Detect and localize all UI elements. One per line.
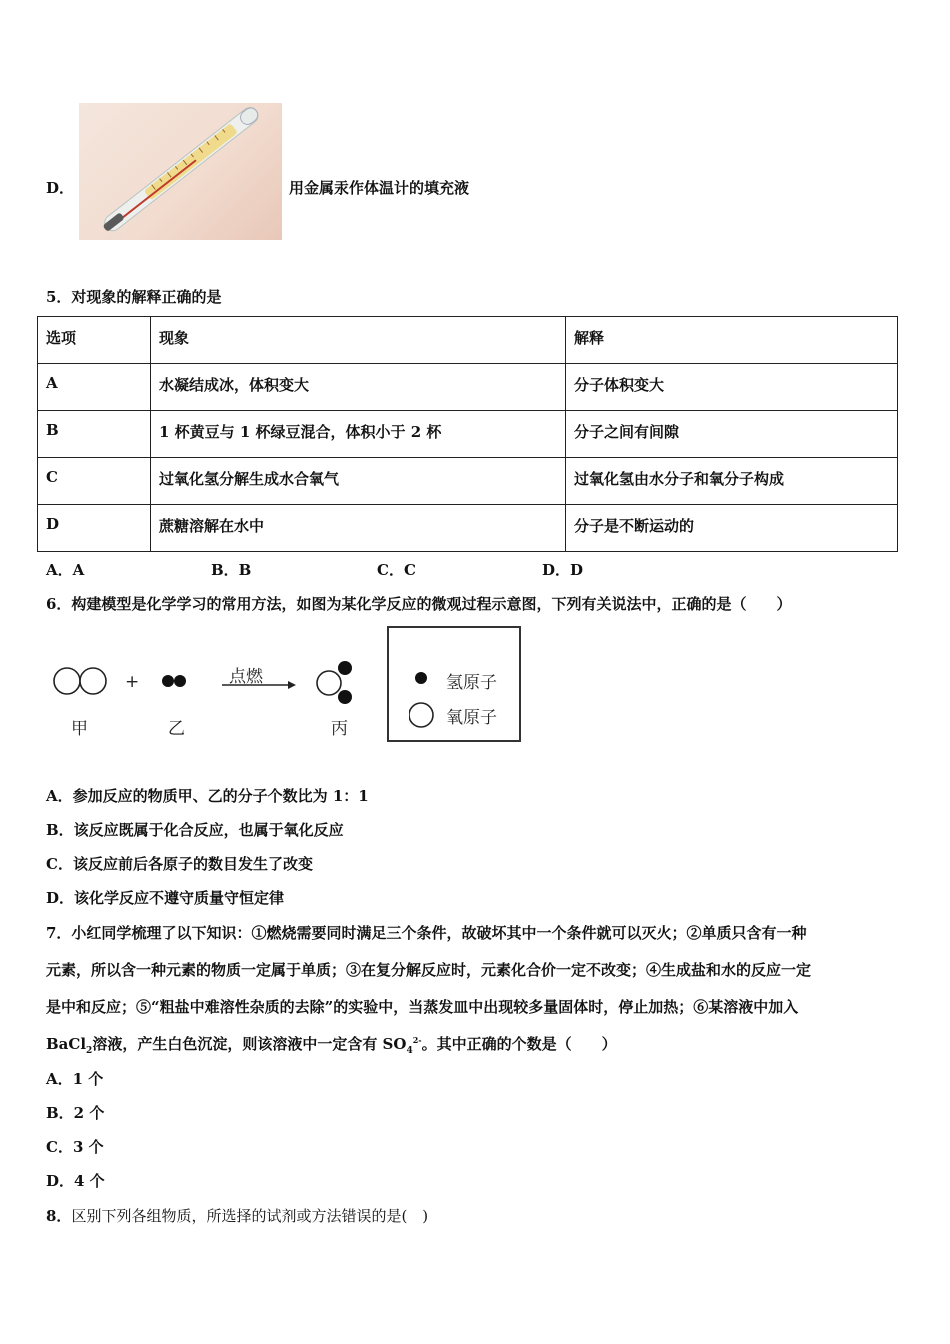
arrow-head-icon	[288, 681, 296, 689]
table-header-row	[38, 317, 898, 364]
q7-option-c[interactable]: C．3 个	[46, 1138, 104, 1156]
table-cell: 1 杯黄豆与 1 杯绿豆混合，体积小于 2 杯	[151, 411, 566, 458]
q6-option-a[interactable]: A．参加反应的物质甲、乙的分子个数比为 1：1	[46, 787, 369, 805]
q7-subscript: 2	[86, 1046, 93, 1056]
label-yi: 乙	[168, 719, 185, 739]
table-row	[38, 458, 898, 505]
q7-option-b[interactable]: B．2 个	[46, 1104, 105, 1122]
q5-option-b[interactable]: B．B	[211, 561, 252, 579]
q8-text: 区别下列各组物质，所选择的试剂或方法错误的是( )	[71, 1207, 429, 1225]
oxygen-atom-icon	[80, 668, 106, 694]
table-cell: A	[38, 364, 151, 411]
hydrogen-atom-icon	[415, 672, 427, 684]
q5-table	[37, 316, 898, 552]
q7-subscript-4: 4	[406, 1046, 413, 1056]
q6-option-b[interactable]: B．该反应既属于化合反应，也属于氧化反应	[46, 821, 344, 839]
reaction-diagram	[46, 650, 366, 745]
oxygen-atom-icon	[317, 671, 341, 695]
q7-option-d[interactable]: D．4 个	[46, 1172, 105, 1190]
thermometer-image	[79, 103, 282, 240]
q6-option-c[interactable]: C．该反应前后各原子的数目发生了改变	[46, 855, 313, 873]
q7-line-4	[46, 1033, 617, 1056]
label-jia: 甲	[71, 719, 88, 739]
q7-line-3: 是中和反应；⑤“粗盐中难溶性杂质的去除”的实验中，当蒸发皿中出现较多量固体时，停止加热；⑥某溶液中加入	[46, 998, 799, 1016]
option-d-text: 用金属汞作体温计的填充液	[289, 179, 470, 197]
q7-line4-end: 。其中正确的个数是（ ）	[421, 1035, 617, 1053]
legend-symbols	[409, 671, 439, 731]
table-header: 现象	[151, 317, 566, 364]
q8-number: 8．	[46, 1207, 72, 1225]
q8-stem	[46, 1205, 428, 1226]
hydrogen-atom-icon	[174, 675, 186, 687]
oxygen-atom-icon	[409, 703, 433, 727]
table-cell: D	[38, 505, 151, 552]
label-bing: 丙	[331, 719, 348, 739]
table-cell: 分子之间有间隙	[566, 411, 898, 458]
hydrogen-atom-icon	[338, 690, 352, 704]
table-cell: 蔗糖溶解在水中	[151, 505, 566, 552]
table-header: 解释	[566, 317, 898, 364]
reaction-condition: 点燃	[229, 667, 263, 687]
q7-line4-text: 溶液，产生白色沉淀，则该溶液中一定含有 SO	[92, 1035, 407, 1053]
table-cell: C	[38, 458, 151, 505]
table-row	[38, 364, 898, 411]
q7-line-2: 元素，所以含一种元素的物质一定属于单质；③在复分解反应时，元素化合价一定不改变；④生成盐和水的反应一定	[46, 961, 812, 979]
hydrogen-atom-icon	[338, 661, 352, 675]
table-cell: B	[38, 411, 151, 458]
oxygen-atom-icon	[54, 668, 80, 694]
option-letter: D．	[46, 179, 75, 197]
table-row	[38, 411, 898, 458]
table-cell: 过氧化氢分解生成水合氧气	[151, 458, 566, 505]
q5-option-a[interactable]: A．A	[46, 561, 85, 579]
q5-option-d[interactable]: D．D	[542, 561, 584, 579]
legend-hydrogen: 氢原子	[446, 673, 497, 693]
table-cell: 水凝结成冰，体积变大	[151, 364, 566, 411]
plus-sign: +	[125, 672, 140, 692]
hydrogen-atom-icon	[162, 675, 174, 687]
table-cell: 分子体积变大	[566, 364, 898, 411]
table-header: 选项	[38, 317, 151, 364]
q7-formula-bacl: BaCl	[46, 1035, 87, 1053]
q7-superscript: 2-	[412, 1035, 422, 1045]
table-row	[38, 505, 898, 552]
q7-option-a[interactable]: A．1 个	[46, 1070, 104, 1088]
table-cell: 分子是不断运动的	[566, 505, 898, 552]
legend-oxygen: 氧原子	[446, 708, 497, 728]
q6-option-d[interactable]: D．该化学反应不遵守质量守恒定律	[46, 889, 285, 907]
thermometer-icon	[79, 103, 282, 240]
legend-box	[387, 626, 521, 742]
q5-option-c[interactable]: C．C	[377, 561, 416, 579]
table-cell: 过氧化氢由水分子和氧分子构成	[566, 458, 898, 505]
q7-line-1: 7．小红同学梳理了以下知识：①燃烧需要同时满足三个条件，故破坏其中一个条件就可以灭火；②单质只含有一种	[46, 924, 807, 942]
q6-stem: 6．构建模型是化学学习的常用方法，如图为某化学反应的微观过程示意图，下列有关说法中，正确的是（ ）	[46, 595, 792, 613]
q5-stem: 5．对现象的解释正确的是	[46, 288, 222, 306]
